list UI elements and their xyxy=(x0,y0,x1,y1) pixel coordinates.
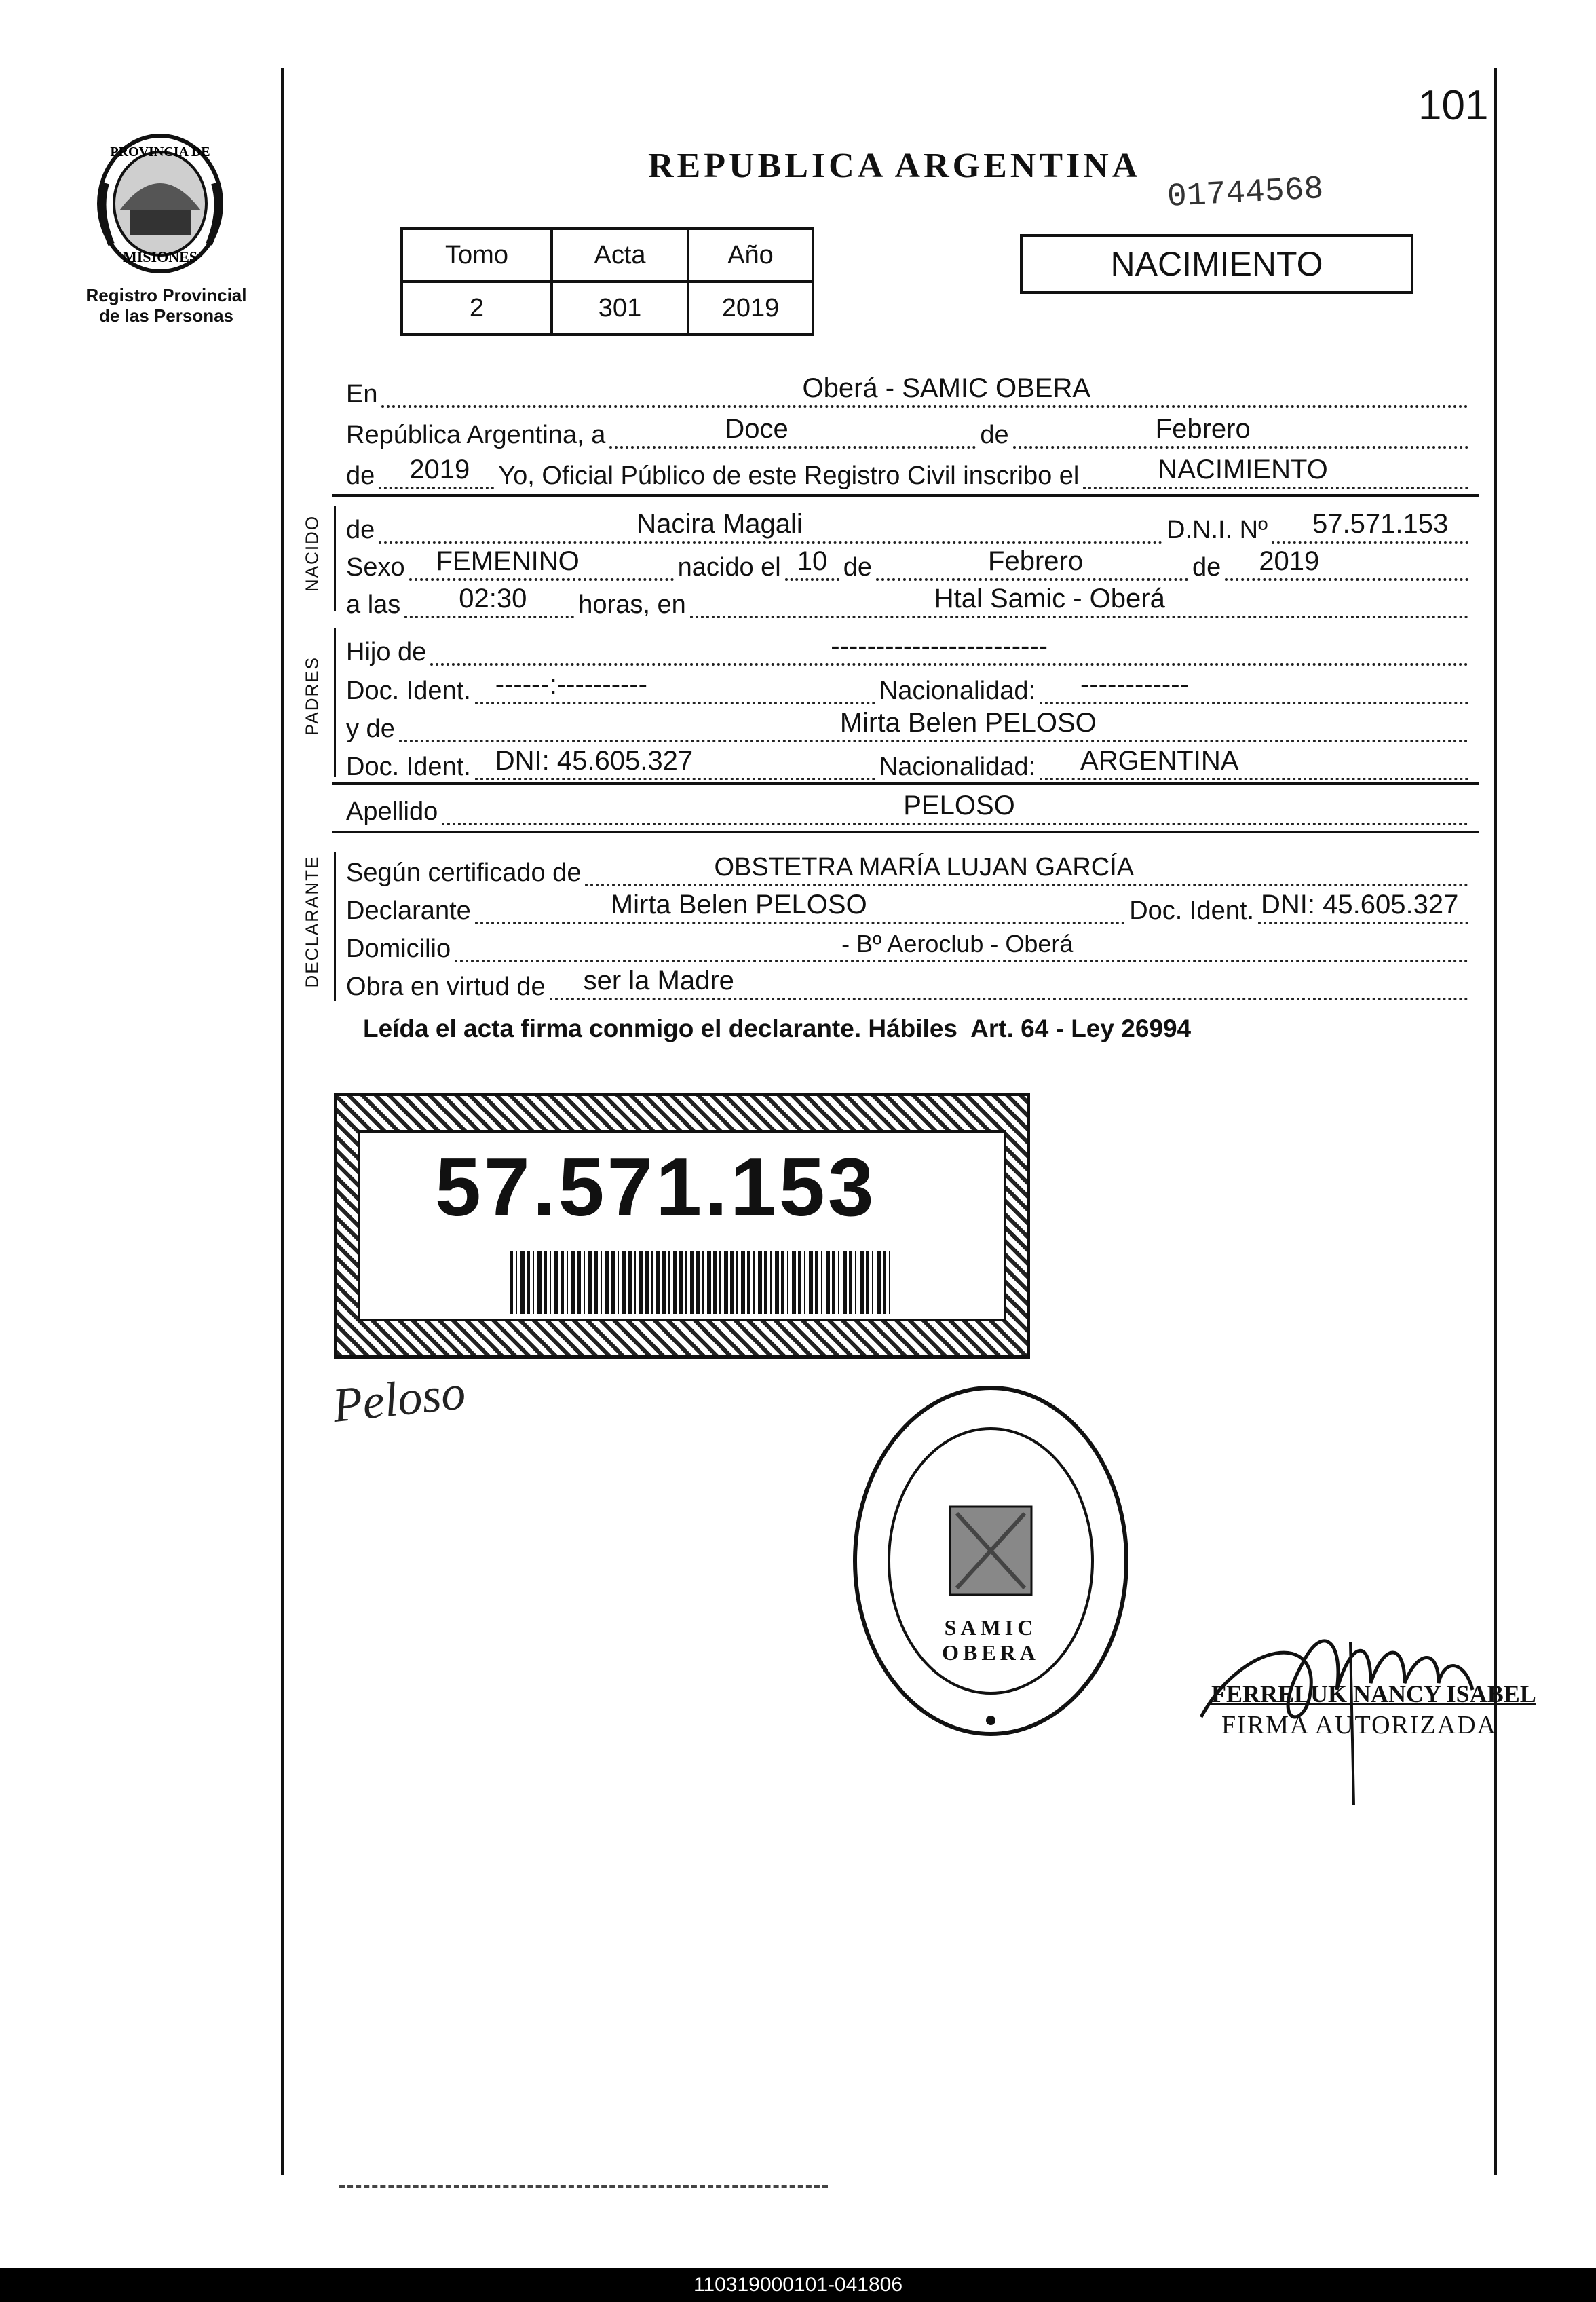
doc2-field xyxy=(475,744,875,783)
row-doc2 xyxy=(346,742,1472,783)
right-margin-line xyxy=(1494,68,1497,2175)
anio-header: Año xyxy=(688,229,813,282)
madre-field xyxy=(399,706,1468,745)
sexo-label: Sexo xyxy=(346,553,405,582)
nacido-section-label: NACIDO xyxy=(301,514,322,592)
registry-name-line1: Registro Provincial xyxy=(86,285,247,305)
declarante-section-label: DECLARANTE xyxy=(301,855,322,988)
inscribo-value: NACIMIENTO xyxy=(1158,455,1328,485)
cert-field xyxy=(585,850,1468,889)
year-field xyxy=(379,453,494,492)
de-label: de xyxy=(980,421,1009,449)
apellido-label: Apellido xyxy=(346,797,438,826)
padres-separator xyxy=(332,782,1479,785)
decl-doc-label: Doc. Ident. xyxy=(1129,897,1254,925)
month-field xyxy=(1013,412,1468,451)
apellido-value: PELOSO xyxy=(903,791,1015,820)
birth-year-value: 2019 xyxy=(1259,546,1320,576)
name-value: Nacira Magali xyxy=(636,509,803,539)
declarante-bracket xyxy=(334,852,336,1001)
sexo-field xyxy=(409,544,674,584)
doc2-value: DNI: 45.605.327 xyxy=(495,746,694,776)
dni-card-inner xyxy=(358,1130,1006,1321)
nac2-field xyxy=(1040,744,1468,783)
decl-field xyxy=(475,888,1125,927)
footer-code-bar xyxy=(0,2268,1596,2302)
acta-type-label: NACIMIENTO xyxy=(1110,245,1323,283)
row-sexo xyxy=(346,543,1472,584)
alas-label: a las xyxy=(346,590,401,619)
nacido-el-label: nacido el xyxy=(677,553,781,582)
anio-value: 2019 xyxy=(688,282,813,335)
yo-text: Yo, Oficial Público de este Registro Civil inscribo el xyxy=(498,461,1080,490)
hijo-field xyxy=(430,629,1468,668)
row-republica xyxy=(346,411,1472,451)
doc1-value: ------:---------- xyxy=(495,670,648,700)
birth-de-label: de xyxy=(843,553,873,582)
cert-value: OBSTETRA MARÍA LUJAN GARCÍA xyxy=(714,853,1135,882)
padres-bracket xyxy=(334,628,336,777)
document-title: REPUBLICA ARGENTINA xyxy=(648,147,1141,185)
yde-label: y de xyxy=(346,715,395,743)
dni-number-card xyxy=(334,1093,1030,1359)
dni-barcode xyxy=(510,1251,890,1314)
hijo-value: ------------------------ xyxy=(831,631,1048,661)
dom-value: - Bº Aeroclub - Oberá xyxy=(841,930,1074,958)
nac1-label: Nacionalidad: xyxy=(879,677,1036,705)
row-year xyxy=(346,451,1472,492)
obra-field xyxy=(550,964,1468,1003)
padres-section-label: PADRES xyxy=(301,656,322,736)
tomo-table-header-row xyxy=(402,229,813,282)
row-en xyxy=(346,370,1472,411)
republica-label: República Argentina, a xyxy=(346,421,606,449)
madre-value: Mirta Belen PELOSO xyxy=(839,708,1097,738)
signature-caption: FIRMA AUTORIZADA xyxy=(1221,1711,1498,1739)
birth-year-field xyxy=(1225,544,1468,584)
birth-month-value: Febrero xyxy=(988,546,1084,576)
row-declarante xyxy=(346,886,1472,927)
signatory-name: FERRELUK NANCY ISABEL xyxy=(1211,1680,1536,1707)
decl-label: Declarante xyxy=(346,897,471,925)
nac1-value: ------------ xyxy=(1080,670,1189,700)
time-field xyxy=(404,582,574,621)
sexo-value: FEMENINO xyxy=(436,546,580,576)
time-value: 02:30 xyxy=(459,584,527,614)
svg-text:MISIONES: MISIONES xyxy=(122,248,198,265)
decl-value: Mirta Belen PELOSO xyxy=(610,890,867,920)
registry-name xyxy=(68,285,265,326)
tomo-acta-table xyxy=(400,227,814,336)
birth-day-field xyxy=(785,544,839,584)
en-label: En xyxy=(346,380,378,409)
doc1-field xyxy=(475,668,875,707)
handwritten-surname: Peloso xyxy=(330,1364,468,1433)
nac2-label: Nacionalidad: xyxy=(879,753,1036,781)
tomo-table-value-row xyxy=(402,282,813,335)
closing-statement: Leída el acta firma conmigo el declarante. Hábiles Art. 64 - Ley 26994 xyxy=(363,1015,1192,1042)
registry-logo xyxy=(92,129,228,278)
apellido-separator xyxy=(332,831,1479,833)
birth-day-value: 10 xyxy=(797,546,828,576)
footer-code: 110319000101-041806 xyxy=(693,2273,903,2296)
page-number: 101 xyxy=(1418,82,1489,129)
acta-header: Acta xyxy=(552,229,688,282)
nac2-value: ARGENTINA xyxy=(1080,746,1239,776)
dni-label: D.N.I. Nº xyxy=(1166,516,1268,544)
tomo-value: 2 xyxy=(402,282,552,335)
obra-value: ser la Madre xyxy=(583,966,734,996)
birth-de2-label: de xyxy=(1192,553,1221,582)
official-stamp xyxy=(848,1378,1133,1744)
nacido-de-label: de xyxy=(346,516,375,544)
doc1-label: Doc. Ident. xyxy=(346,677,471,705)
day-field xyxy=(609,412,976,451)
doc2-label: Doc. Ident. xyxy=(346,753,471,781)
row-apellido xyxy=(346,787,1472,828)
acta-type-box xyxy=(1020,234,1413,294)
en-value: Oberá - SAMIC OBERA xyxy=(802,373,1091,403)
row-doc1 xyxy=(346,666,1472,707)
place-value: Htal Samic - Oberá xyxy=(934,584,1165,614)
row-hijo xyxy=(346,628,1472,668)
day-value: Doce xyxy=(725,414,788,444)
bottom-dashes xyxy=(339,2185,828,2188)
left-margin-line xyxy=(281,68,284,2175)
cert-label: Según certificado de xyxy=(346,858,582,887)
row-obra xyxy=(346,962,1472,1003)
section-separator xyxy=(332,494,1479,497)
apellido-field xyxy=(442,789,1468,828)
inscribo-field xyxy=(1083,453,1468,492)
dni-card-number: 57.571.153 xyxy=(435,1141,877,1233)
month-value: Febrero xyxy=(1155,414,1251,444)
row-alas xyxy=(346,580,1472,621)
row-cert xyxy=(346,848,1472,889)
registry-name-line2: de las Personas xyxy=(99,305,233,326)
place-field xyxy=(690,582,1468,621)
obra-label: Obra en virtud de xyxy=(346,973,546,1001)
birth-month-field xyxy=(876,544,1188,584)
hijo-label: Hijo de xyxy=(346,638,427,666)
dni-field xyxy=(1272,507,1468,546)
dom-label: Domicilio xyxy=(346,935,451,963)
horas-label: horas, en xyxy=(578,590,686,619)
nac1-field xyxy=(1040,668,1468,707)
name-field xyxy=(379,507,1162,546)
row-yde xyxy=(346,704,1472,745)
dom-field xyxy=(455,926,1468,965)
nacido-bracket xyxy=(334,506,336,611)
en-field xyxy=(381,371,1468,411)
svg-text:PROVINCIA DE: PROVINCIA DE xyxy=(110,145,210,159)
decl-doc-field xyxy=(1258,888,1468,927)
tomo-header: Tomo xyxy=(402,229,552,282)
year-value: 2019 xyxy=(409,455,470,485)
row-nacido-name xyxy=(346,506,1472,546)
serial-number: 01744568 xyxy=(1166,171,1325,216)
row-domicilio xyxy=(346,924,1472,965)
decl-doc-value: DNI: 45.605.327 xyxy=(1261,890,1459,920)
acta-value: 301 xyxy=(552,282,688,335)
stamp-inner-text: SAMIC OBERA xyxy=(942,1615,1040,1665)
de2-label: de xyxy=(346,461,375,490)
dni-value: 57.571.153 xyxy=(1312,509,1449,539)
